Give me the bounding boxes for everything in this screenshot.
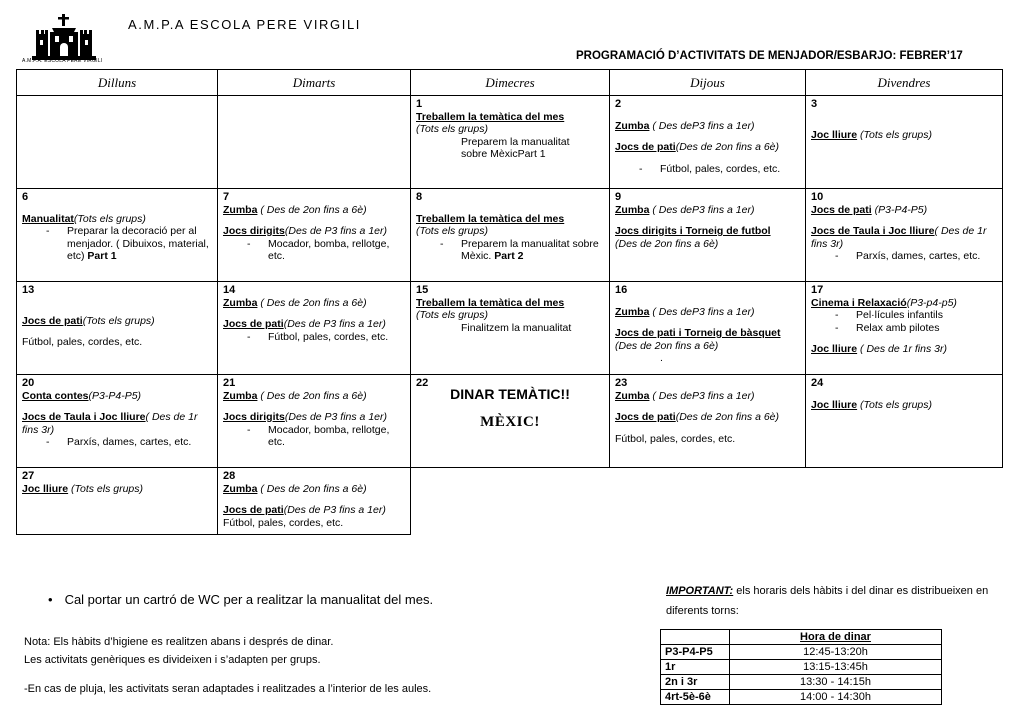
day-number: 17: [811, 284, 824, 296]
reminder-note: • Cal portar un cartró de WC per a realitzar la manualitat del mes.: [48, 592, 434, 607]
day-number: 6: [22, 191, 29, 203]
calendar-day: [17, 468, 218, 535]
weekday-header: Divendres: [806, 70, 1003, 96]
weekday-header: Dijous: [610, 70, 806, 96]
calendar-day-empty: [17, 96, 218, 189]
activity-title: Zumba: [223, 482, 258, 495]
important-note: [666, 581, 996, 621]
activity-detail: - Mocador, bomba, rellotge, etc.: [223, 424, 405, 449]
calendar-day: [218, 189, 411, 282]
activity-detail: - Fútbol, pales, cordes, etc.: [615, 163, 800, 176]
activity-title: Jocs de Taula i Joc lliure: [811, 225, 935, 237]
activity-title: Jocs de Taula i Joc lliure: [22, 411, 146, 423]
calendar-day: [17, 189, 218, 282]
activity-group: (Des de 2on fins a 6è): [675, 141, 780, 153]
activity-title: Joc lliure: [811, 343, 858, 355]
day-number: 23: [615, 377, 628, 389]
activity-group: ( Des de 1r fins 3r): [857, 343, 947, 355]
calendar-day: [411, 96, 610, 189]
activity-title: Zumba: [615, 305, 650, 318]
activity-title: Zumba: [223, 296, 258, 309]
activity-title: Treballem la temàtica del mes: [416, 296, 565, 309]
day-number: 7: [223, 191, 230, 203]
activity-group: ( Des de 2on fins a 6è): [257, 482, 367, 495]
calendar-day: [17, 375, 218, 468]
activity-group: (Des de 2on fins a 6è): [615, 339, 719, 352]
activity-group: (Tots els grups): [82, 314, 155, 327]
activity-title: Jocs de pati: [22, 314, 83, 327]
day-number: 10: [811, 191, 824, 203]
day-number: 1: [416, 98, 423, 110]
schedule-header-row: [661, 630, 942, 645]
calendar-day: [806, 96, 1003, 189]
activity-title: Jocs de pati: [615, 411, 676, 423]
activity-detail: - Parxís, dames, cartes, etc.: [22, 436, 212, 449]
day-number: 27: [22, 470, 35, 482]
rain-note: -En cas de pluja, les activitats seran adaptades i realitzades a l’interior de les aules.: [24, 683, 432, 695]
activity-detail: - Relax amb pilotes: [811, 322, 997, 335]
activity-detail: .: [660, 352, 663, 364]
activity-title: Zumba: [223, 389, 258, 402]
activity-title: Jocs de pati: [615, 141, 676, 153]
activity-detail: - Parxís, dames, cartes, etc.: [811, 250, 997, 263]
activity-title: Treballem la temàtica del mes: [416, 110, 565, 123]
activity-detail: Preparar la decoració per al menjador. ( Dibuixos, material, etc): [67, 225, 209, 262]
calendar-day: [218, 468, 411, 535]
calendar-day: [411, 189, 610, 282]
schedule-row: [661, 675, 942, 690]
lunch-schedule-table: [660, 629, 942, 705]
activity-title: Jocs de pati: [223, 504, 284, 516]
school-logo: [30, 14, 98, 64]
activity-title: Jocs de pati: [223, 318, 284, 330]
hygiene-note: Nota: Els hàbits d’higiene es realitzen abans i després de dinar.: [24, 636, 334, 648]
day-number: 21: [223, 377, 236, 389]
activity-title: Joc lliure: [22, 482, 69, 495]
organization-name: A.M.P.A ESCOLA PERE VIRGILI: [128, 17, 361, 32]
activity-group: ( Des de 1r fins 3r): [22, 411, 198, 436]
activity-title: Zumba: [615, 119, 650, 132]
activity-title: Manualitat: [22, 212, 74, 225]
activity-group: (Des de P3 fins a 1er): [284, 411, 387, 423]
activity-title: Joc lliure: [811, 398, 858, 411]
themed-lunch-country: MÈXIC!: [480, 414, 540, 430]
calendar-day: [218, 282, 411, 375]
schedule-time: 12:45-13:20h: [730, 645, 942, 660]
activity-part: Part 1: [87, 250, 117, 262]
day-number: 3: [811, 98, 818, 110]
calendar-day: [610, 282, 806, 375]
schedule-group: 1r: [661, 660, 730, 675]
calendar-day: [806, 189, 1003, 282]
day-number: 9: [615, 191, 622, 203]
activity-group: ( Des de 1r fins 3r): [811, 225, 987, 250]
activity-group: (Des de P3 fins a 1er): [284, 225, 387, 237]
activity-title: Zumba: [615, 203, 650, 216]
activity-group: ( Des de 2on fins a 6è): [257, 203, 367, 216]
schedule-group: P3-P4-P5: [661, 645, 730, 660]
day-number: 28: [223, 470, 236, 482]
calendar-week: [17, 96, 1003, 189]
activity-group: (Tots els grups): [416, 225, 488, 237]
schedule-row: [661, 690, 942, 705]
schedule-time: 13:30 - 14:15h: [730, 675, 942, 690]
activity-title: Jocs de pati i Torneig de bàsquet: [615, 327, 781, 339]
activity-group: (Des de 2on fins a 6è): [615, 237, 719, 250]
activity-group: ( Des deP3 fins a 1er): [649, 305, 755, 318]
calendar-day: [806, 282, 1003, 375]
day-number: 14: [223, 284, 236, 296]
activity-group: (P3-P4-P5): [88, 389, 142, 402]
activity-detail: Preparem la manualitat: [461, 135, 570, 148]
activity-group: (Tots els grups): [857, 128, 932, 141]
activity-group: (P3-p4-p5): [906, 296, 957, 309]
important-label: IMPORTANT:: [666, 585, 734, 597]
schedule-row: [661, 660, 942, 675]
weekday-header-row: [17, 70, 1003, 96]
activity-title: Cinema i Relaxació: [811, 296, 907, 309]
activity-title: Zumba: [223, 203, 258, 216]
calendar-blank: [806, 468, 1003, 535]
activity-detail: - Fútbol, pales, cordes, etc.: [223, 331, 405, 344]
activity-detail: Fútbol, pales, cordes, etc.: [223, 516, 344, 529]
calendar-day: [218, 375, 411, 468]
weekday-header: Dimecres: [411, 70, 610, 96]
calendar-week: [17, 375, 1003, 468]
day-number: 24: [811, 377, 824, 389]
themed-lunch-title: DINAR TEMÀTIC!!: [450, 385, 570, 402]
activity-detail: Fútbol, pales, cordes, etc.: [22, 336, 143, 348]
calendar-day: [610, 96, 806, 189]
activity-detail: Fútbol, pales, cordes, etc.: [615, 432, 736, 445]
activity-detail: sobre MèxicPart 1: [461, 148, 546, 160]
calendar-blank: [411, 468, 610, 535]
activity-group: (Tots els grups): [416, 309, 488, 321]
day-number: 2: [615, 98, 622, 110]
calendar-day: [411, 282, 610, 375]
calendar-blank: [610, 468, 806, 535]
activity-title: Jocs dirigits i Torneig de futbol: [615, 225, 771, 237]
activity-part: Part 2: [494, 250, 524, 262]
calendar-day-empty: [218, 96, 411, 189]
activity-group: (Des de P3 fins a 1er): [283, 504, 386, 516]
activity-group: (Tots els grups): [857, 398, 932, 411]
activity-group: (Des de P3 fins a 1er): [283, 318, 386, 330]
calendar-day: [411, 375, 610, 468]
calendar-day: [610, 189, 806, 282]
important-text: els horaris dels hàbits i del dinar es distribueixen en diferents torns:: [666, 585, 989, 617]
day-number: 20: [22, 377, 35, 389]
day-number: 13: [22, 284, 35, 296]
activity-detail: - Mocador, bomba, rellotge, etc.: [223, 238, 405, 263]
activity-group: ( Des deP3 fins a 1er): [649, 203, 755, 216]
activity-detail: - Pel·lícules infantils: [811, 309, 997, 322]
schedule-time: 14:00 - 14:30h: [730, 690, 942, 705]
day-number: 22: [416, 377, 429, 389]
calendar-table: [16, 69, 1003, 535]
activity-group: (Tots els grups): [416, 123, 488, 135]
activity-group: ( Des de 2on fins a 6è): [257, 389, 367, 402]
calendar-week: [17, 189, 1003, 282]
weekday-header: Dilluns: [17, 70, 218, 96]
weekday-header: Dimarts: [218, 70, 411, 96]
activity-group: (Tots els grups): [73, 212, 146, 225]
logo-caption: A.M.P.A. ESCOLA PERE VIRGILI: [22, 58, 103, 64]
page-title: PROGRAMACIÓ D’ACTIVITATS DE MENJADOR/ESBARJO: FEBRER’17: [576, 50, 963, 62]
activity-title: Jocs dirigits: [223, 225, 285, 237]
day-number: 16: [615, 284, 628, 296]
schedule-header: Hora de dinar: [730, 630, 942, 645]
activity-detail: Preparem la manualitat sobre Mèxic.: [461, 237, 599, 262]
activity-title: Joc lliure: [811, 128, 858, 141]
activity-group: (Des de 2on fins a 6è): [675, 411, 780, 423]
schedule-row: [661, 645, 942, 660]
schedule-corner: [661, 630, 730, 645]
activity-group: (P3-P4-P5): [871, 203, 928, 216]
activity-group: ( Des deP3 fins a 1er): [649, 389, 755, 402]
calendar-week: [17, 282, 1003, 375]
activity-title: Conta contes: [22, 389, 89, 402]
calendar-day: [17, 282, 218, 375]
activity-title: Jocs de pati: [811, 203, 872, 216]
calendar-day: [610, 375, 806, 468]
day-number: 8: [416, 191, 423, 203]
day-number: 15: [416, 284, 429, 296]
schedule-group: 2n i 3r: [661, 675, 730, 690]
activity-group: ( Des de 2on fins a 6è): [257, 296, 367, 309]
activity-title: Treballem la temàtica del mes: [416, 212, 565, 225]
activity-title: Zumba: [615, 389, 650, 402]
activity-group: ( Des deP3 fins a 1er): [649, 119, 755, 132]
calendar-day: [806, 375, 1003, 468]
groups-note: Les activitats genèriques es divideixen i s’adapten per grups.: [24, 654, 321, 666]
calendar-week: [17, 468, 1003, 535]
schedule-time: 13:15-13:45h: [730, 660, 942, 675]
schedule-group: 4rt-5è-6è: [661, 690, 730, 705]
activity-group: (Tots els grups): [68, 482, 143, 495]
activity-title: Jocs dirigits: [223, 411, 285, 423]
activity-detail: Finalitzem la manualitat: [461, 321, 572, 334]
